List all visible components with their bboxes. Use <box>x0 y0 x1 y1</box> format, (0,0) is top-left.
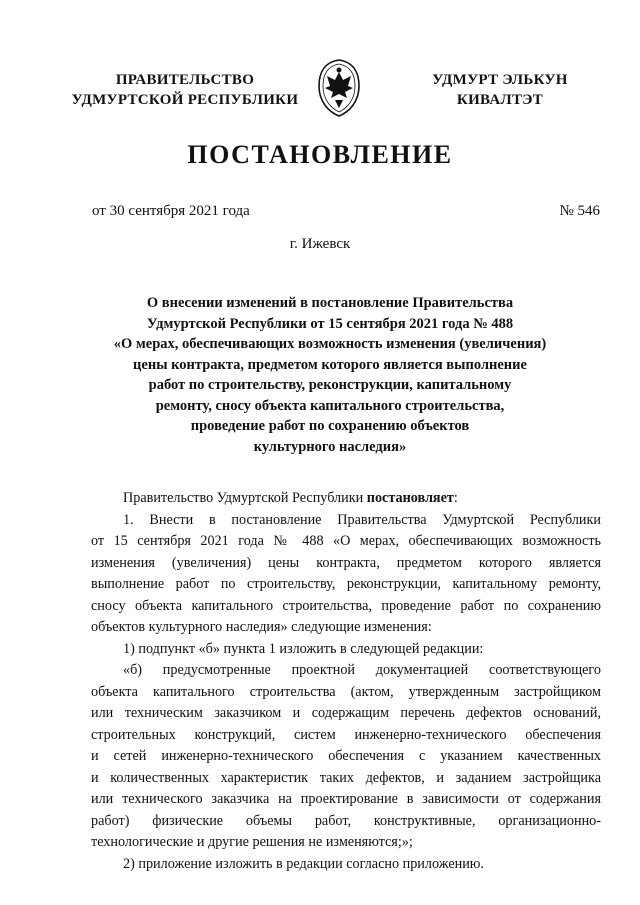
subject-line: ремонту, сносу объекта капитального строительства, <box>155 397 505 414</box>
document-subject <box>80 293 580 457</box>
paragraph-line: «б) предусмотренные проектной документацией соответствующего <box>123 662 601 678</box>
paragraph-line: или техническим заказчиком и содержащим перечень дефектов оснований, <box>91 705 601 721</box>
paragraph-line: строительных конструкций, систем инженерно-технического обеспечения <box>91 726 601 743</box>
document-body <box>91 488 601 875</box>
subject-line: культурного наследия» <box>253 438 407 455</box>
header-left <box>70 70 300 110</box>
paragraph-line: объектов культурного наследия» следующие изменения: <box>91 619 432 635</box>
document-title: ПОСТАНОВЛЕНИЕ <box>187 140 453 169</box>
paragraph-line: объекта капитального строительства (актом, утвержденным застройщиком <box>91 683 601 700</box>
preamble-colon: : <box>453 490 458 506</box>
header-right <box>400 70 600 110</box>
coat-of-arms-emblem <box>315 58 363 118</box>
header-left-line: УДМУРТСКОЙ РЕСПУБЛИКИ <box>71 92 299 108</box>
subject-line: «О мерах, обеспечивающих возможность изменения (увеличения) <box>113 336 547 352</box>
paragraph-line: или технического заказчика на проектирование в зависимости от содержания <box>91 791 601 807</box>
paragraph-3 <box>91 660 601 854</box>
paragraph-line: 1. Внести в постановление Правительства Удмуртской Республики <box>123 511 601 528</box>
header-left-line: ПРАВИТЕЛЬСТВО <box>115 72 255 88</box>
paragraph-line: технологические и другие решения не изменяются;»; <box>91 834 413 850</box>
document-date: от 30 сентября 2021 года <box>92 203 250 219</box>
preamble-text: Правительство Удмуртской Республики <box>123 490 367 506</box>
subject-line: Удмуртской Республики от 15 сентября 2021 года № 488 <box>146 315 514 332</box>
document-city: г. Ижевск <box>289 236 351 252</box>
paragraph-line: от 15 сентября 2021 года № 488 «О мерах, обеспечивающих возможность <box>91 533 601 549</box>
subject-line: О внесении изменений в постановление Правительства <box>146 295 514 311</box>
paragraph-4: 2) приложение изложить в редакции согласно приложению. <box>123 855 484 872</box>
preamble-paragraph <box>91 488 601 510</box>
paragraph-line: сносу объекта капитального строительства, проведение работ по сохранению <box>91 597 601 614</box>
subject-line: работ по строительству, реконструкции, капитальному <box>148 377 512 393</box>
header-right-line: УДМУРТ ЭЛЬКУН <box>432 72 568 88</box>
paragraph-line: изменения (увеличения) цены контракта, предметом которого является <box>91 554 601 571</box>
subject-line: цены контракта, предметом которого является выполнение <box>133 356 527 373</box>
paragraph-2: 1) подпункт «б» пункта 1 изложить в следующей редакции: <box>123 640 484 657</box>
paragraph-1 <box>91 510 601 639</box>
subject-line: проведение работ по сохранению объектов <box>190 418 470 434</box>
preamble-verb: постановляет <box>366 490 454 506</box>
paragraph-line: выполнение работ по строительству, реконструкции, капитальному ремонту, <box>91 576 601 592</box>
header-right-line: КИВАЛТЭТ <box>456 92 544 108</box>
paragraph-line: и сетей инженерно-технического обеспечения с указанием качественных <box>91 748 601 764</box>
document-number: № 546 <box>559 203 600 219</box>
paragraph-line: и количественных характеристик таких дефектов, и заданием застройщика <box>91 769 601 786</box>
paragraph-line: работ) физические объемы работ, конструктивные, организационно- <box>91 812 601 829</box>
